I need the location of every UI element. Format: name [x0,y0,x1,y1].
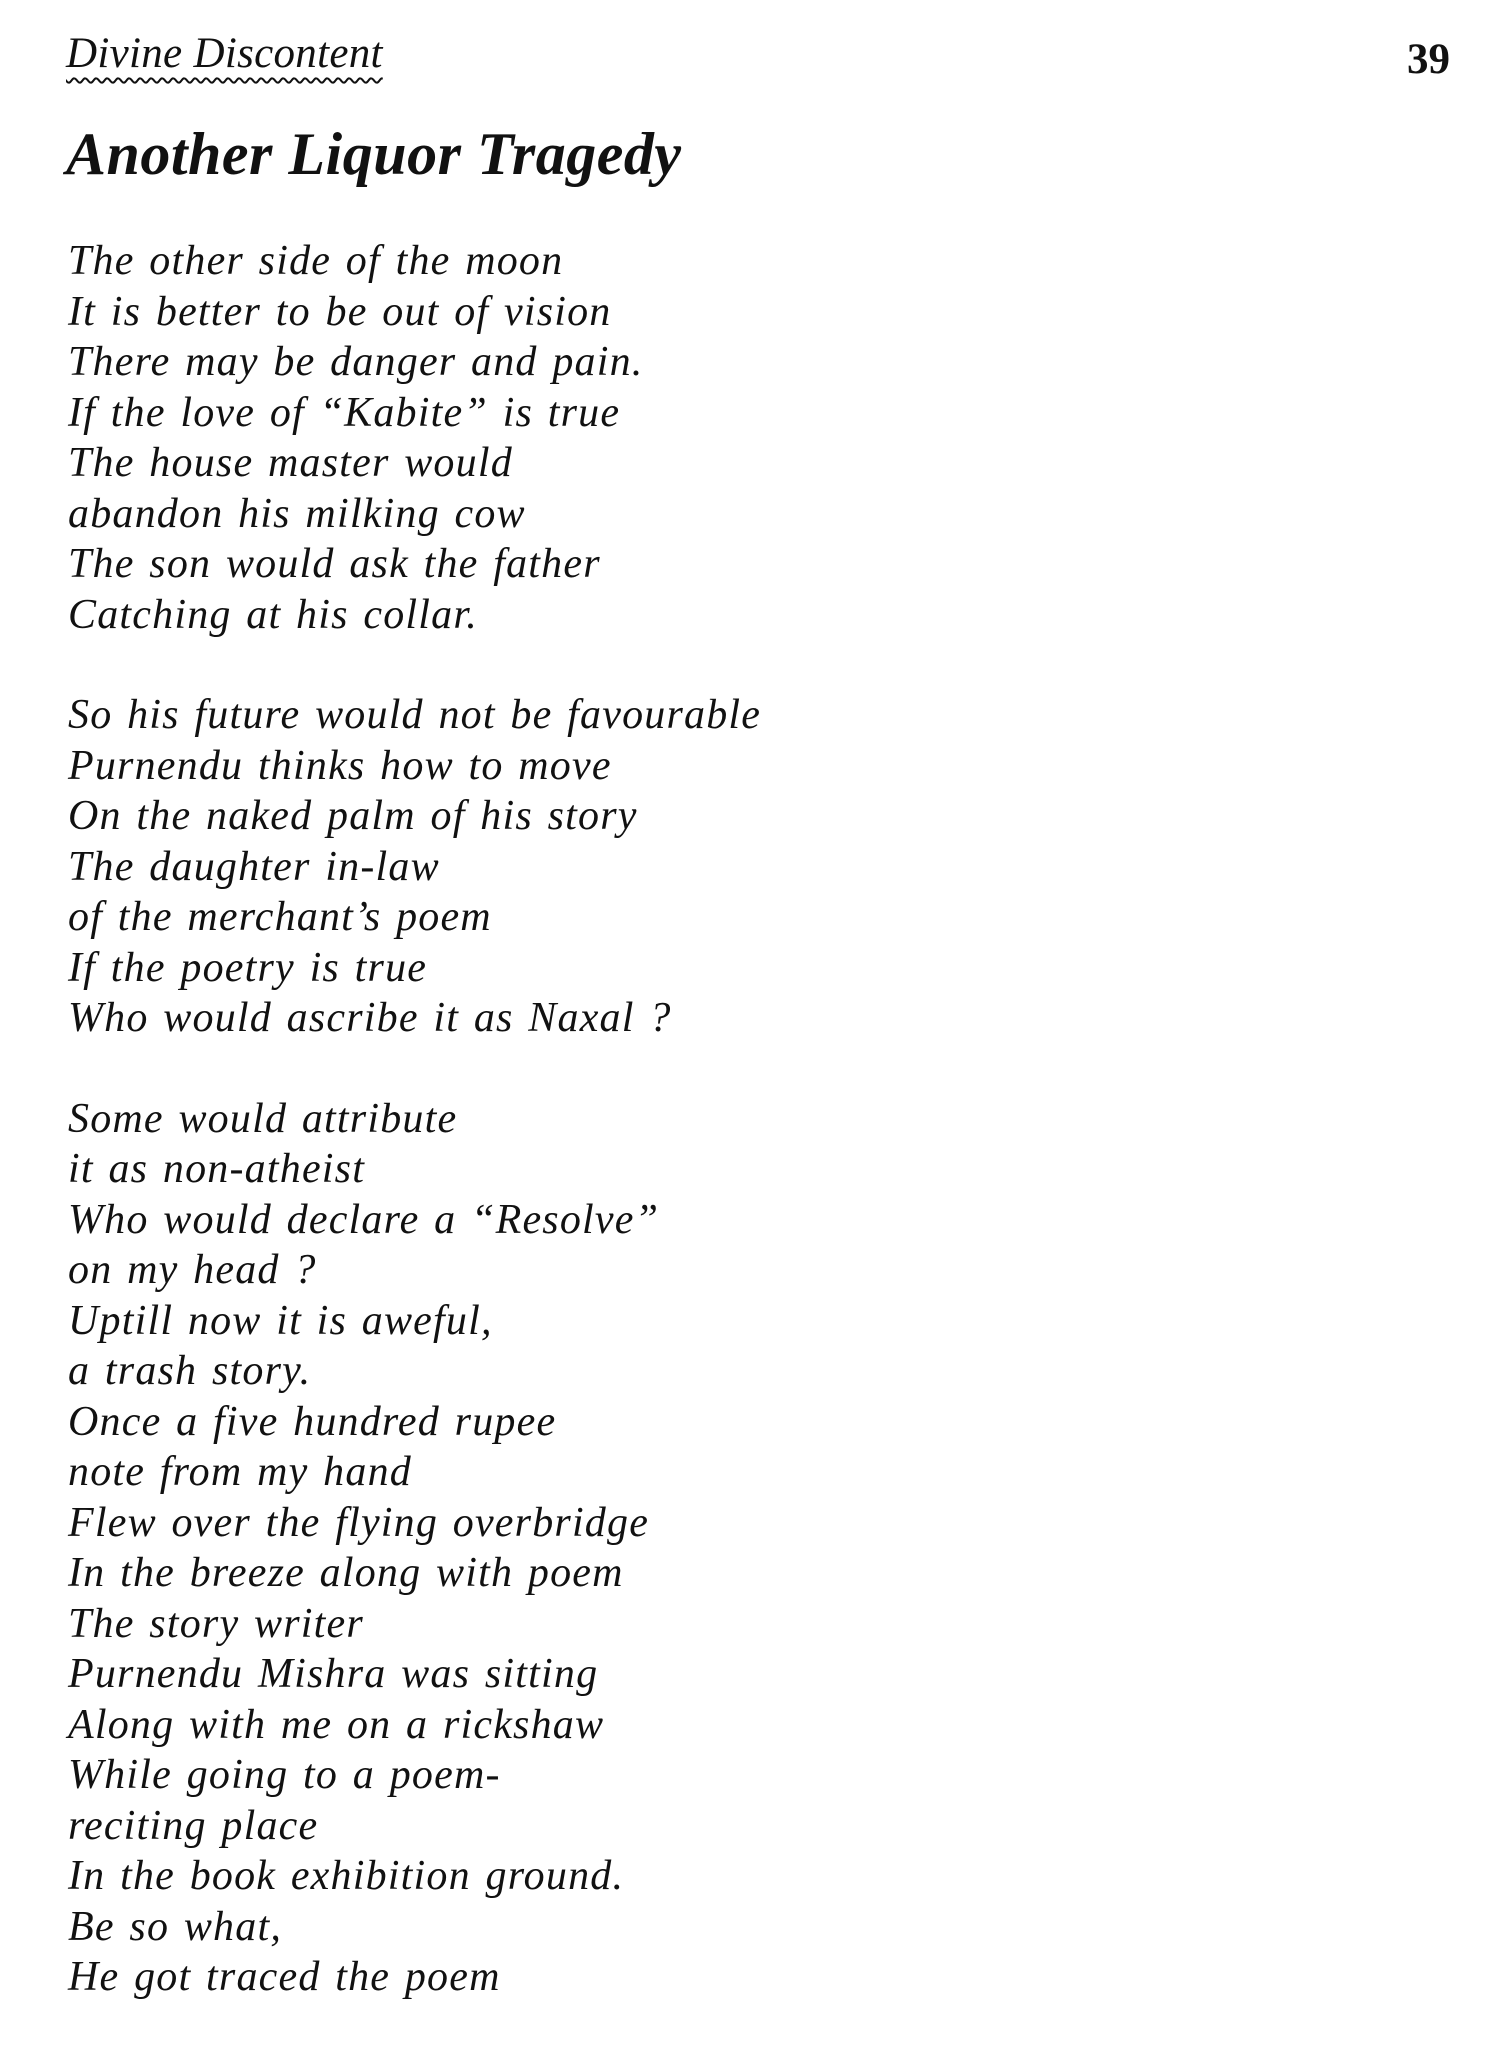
poem-title: Another Liquor Tragedy [66,121,682,187]
poem-line: While going to a poem- [68,1752,501,1798]
stanza-1 [68,236,1148,640]
page-header [66,28,1450,98]
poem-line: It is better to be out of vision [68,288,612,335]
poem-line: Flew over the flying overbridge [68,1499,650,1546]
poem-line: In the breeze along with poem [68,1550,624,1596]
poem-line: The house master would [68,440,513,486]
poem-line: So his future would not be favourable [68,692,762,738]
running-title: Divine Discontent [66,30,383,77]
poem-body [68,236,1148,2053]
poem-line: of the merchant’s poem [68,894,492,940]
poem-line: Uptill now it is aweful, [68,1297,493,1344]
poem-line: He got traced the poem [68,1954,501,2000]
poem-line: Who would ascribe it as Naxal ? [68,995,672,1041]
poem-line: Who would declare a “Resolve” [68,1196,660,1243]
poem-line: note from my hand [68,1449,412,1495]
poem-line: Purnendu Mishra was sitting [68,1651,599,1697]
stanza-3 [68,1094,1148,2003]
poem-line: On the naked palm of his story [68,793,638,839]
poem-line: it as non-atheist [68,1146,366,1192]
poem-line: There may be danger and pain. [68,339,644,385]
poem-line: Along with me on a rickshaw [68,1701,605,1748]
poem-line: The daughter in-law [68,843,440,890]
poem-line: Some would attribute [68,1095,458,1142]
poem-line: The story writer [68,1600,364,1647]
poem-line: If the love of “Kabite” is true [68,389,621,436]
page-number: 39 [1407,36,1450,83]
poem-line: a trash story. [68,1348,312,1394]
poem-line: on my head ? [68,1247,317,1293]
poem-line: If the poetry is true [68,944,428,991]
stanza-2 [68,690,1148,1044]
poem-line: abandon his milking cow [68,490,526,537]
poem-line: reciting place [68,1802,319,1849]
poem-line: Once a five hundred rupee [68,1398,557,1445]
poem-line: The other side of the moon [68,238,564,284]
poem-line: Catching at his collar. [68,591,478,638]
poem-line: Purnendu thinks how to move [68,742,612,789]
poem-line: Be so what, [68,1903,283,1950]
poem-line: The son would ask the father [68,541,601,587]
poem-line: In the book exhibition ground. [68,1853,625,1899]
